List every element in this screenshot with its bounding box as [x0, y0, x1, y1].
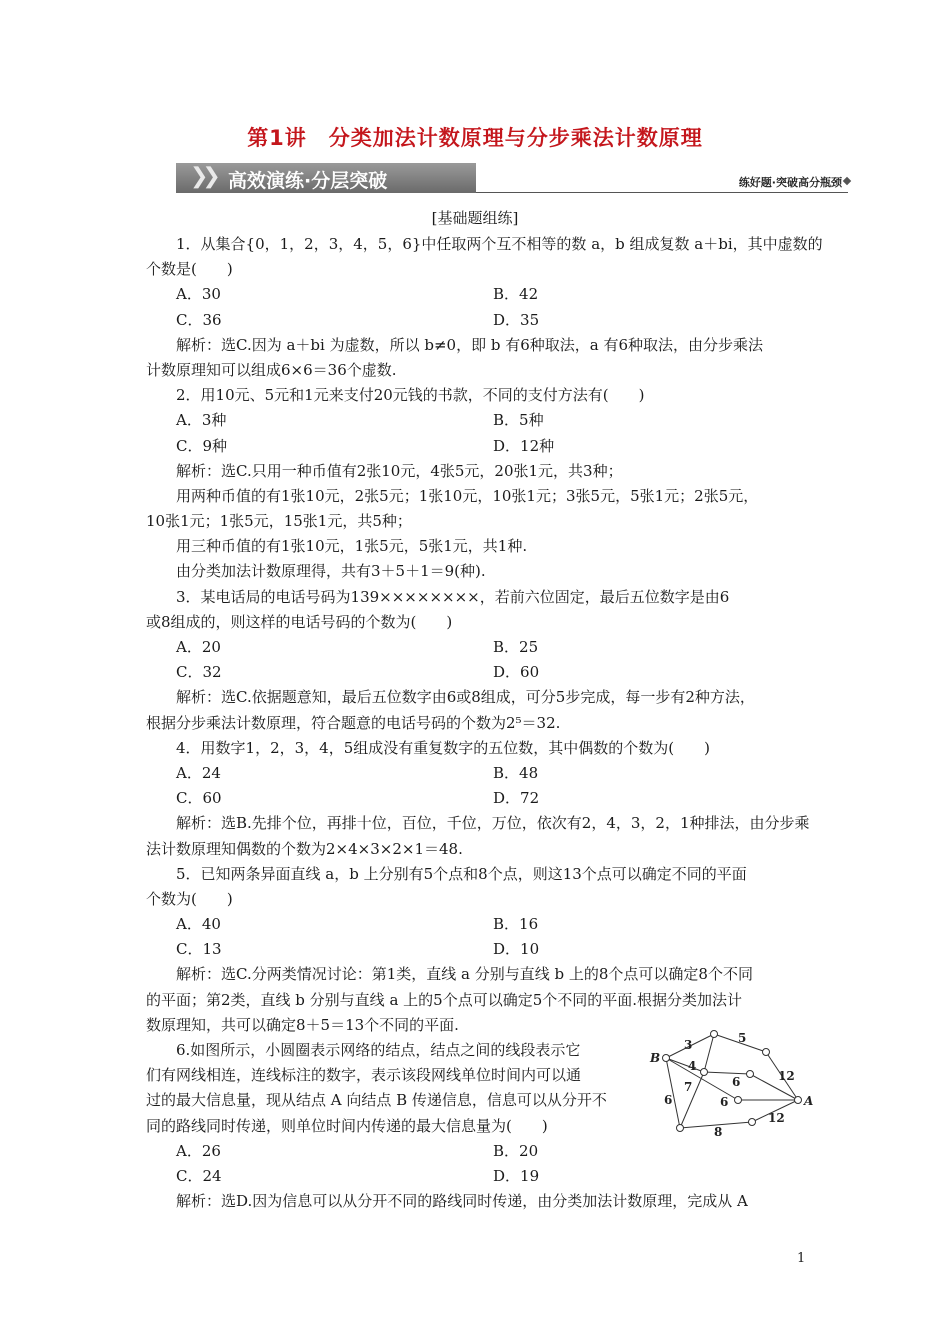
answer-option: C．32: [176, 663, 222, 682]
text-line: 或8组成的，则这样的电话号码的个数为( ): [146, 612, 453, 631]
edge-label: 7: [684, 1080, 693, 1094]
text-line: 由分类加法计数原理得，共有3＋5＋1＝9(种).: [176, 562, 486, 581]
edge-label: 5: [738, 1031, 747, 1045]
answer-options: [146, 761, 810, 786]
text-line: 1．从集合{0，1，2，3，4，5，6}中任取两个互不相等的数 a，b 组成复数 a＋bi，其中虚数的: [176, 235, 823, 253]
answer-options: [146, 1164, 810, 1189]
text-line: 2．用10元、5元和1元来支付20元钱的书款，不同的支付方法有( ): [176, 386, 645, 405]
answer-option: C．24: [176, 1166, 222, 1185]
answer-option: A．20: [176, 638, 221, 656]
banner-divider: [476, 192, 848, 193]
page-number: 1: [797, 1251, 806, 1266]
edge-label: 3: [684, 1038, 693, 1052]
answer-option: C．36: [176, 310, 222, 329]
text-line: 解析：选B.先排个位，再排十位，百位，千位，万位，依次有2，4，3，2，1种排法，由分步乘: [176, 814, 810, 833]
answer-option: B．25: [493, 638, 539, 656]
section-banner: [176, 160, 850, 196]
text-line: 同的路线同时传递，则单位时间内传递的最大信息量为( ): [146, 1116, 548, 1135]
answer-options: [146, 660, 810, 685]
answer-option: B．48: [493, 763, 539, 782]
answer-option: D．19: [493, 1166, 540, 1185]
banner-title: 高效演练·分层突破: [228, 170, 388, 192]
text-line: 个数是( ): [146, 260, 233, 279]
answer-options: [146, 282, 810, 307]
answer-options: [146, 937, 810, 962]
text-line: 们有网线相连，连线标注的数字，表示该段网线单位时间内可以通: [146, 1066, 582, 1085]
answer-option: D．10: [493, 940, 540, 959]
text-line: 数原理知，共可以确定8＋5＝13个不同的平面.: [146, 1015, 459, 1034]
edge-label: 6: [732, 1075, 741, 1089]
text-line: 解析：选C.因为 a＋bi 为虚数，所以 b≠0，即 b 有6种取法，a 有6种取法，由分步乘法: [176, 335, 764, 354]
edge-label: 4: [688, 1059, 697, 1073]
answer-options: [146, 912, 810, 937]
answer-option: D．12种: [493, 436, 555, 455]
edge-label: 6: [664, 1093, 673, 1107]
answer-option: A．40: [176, 915, 221, 934]
banner-slogan: 练好题·突破高分瓶颈: [738, 176, 842, 189]
answer-option: B．16: [493, 915, 539, 934]
text-line: 个数为( ): [146, 889, 233, 908]
node-label: B: [650, 1051, 661, 1065]
answer-option: C．60: [176, 789, 222, 808]
text-line: 过的最大信息量，现从结点 A 向结点 B 传递信息，信息可以从分开不: [146, 1091, 607, 1110]
section-heading: [基础题组练]: [431, 209, 519, 227]
answer-option: B．5种: [493, 411, 544, 430]
edge-label: 12: [778, 1069, 795, 1083]
answer-option: D．35: [493, 310, 540, 329]
answer-options: [146, 786, 810, 811]
answer-option: C．9种: [176, 436, 228, 455]
answer-option: A．30: [176, 285, 221, 304]
answer-options: [146, 308, 810, 333]
chevron-right-icon: ❯❯: [190, 164, 215, 189]
text-line: 根据分步乘法计数原理，符合题意的电话号码的个数为2⁵＝32.: [146, 713, 561, 732]
edge-label: 8: [714, 1125, 723, 1139]
text-line: 5．已知两条异面直线 a，b 上分别有5个点和8个点，则这13个点可以确定不同的平面: [176, 864, 747, 883]
answer-option: A．24: [176, 763, 221, 782]
text-line: 计数原理知可以组成6×6＝36个虚数.: [146, 360, 397, 379]
text-line: 解析：选D.因为信息可以从分开不同的路线同时传递，由分类加法计数原理，完成从 A: [176, 1192, 748, 1211]
answer-option: B．42: [493, 285, 539, 304]
node-label: A: [804, 1094, 814, 1108]
answer-option: D．72: [493, 789, 540, 808]
answer-options: [146, 408, 810, 433]
text-line: 用三种币值的有1张10元，1张5元，5张1元，共1种.: [176, 537, 528, 556]
edge-label: 12: [768, 1111, 785, 1125]
answer-option: B．20: [493, 1141, 539, 1160]
network-diagram: [648, 1028, 818, 1143]
text-line: 解析：选C.只用一种币值有2张10元，4张5元，20张1元，共3种；: [176, 461, 623, 480]
answer-options: [146, 434, 810, 459]
answer-option: C．13: [176, 940, 222, 959]
answer-option: A．26: [176, 1141, 221, 1160]
text-line: 6.如图所示，小圆圈表示网络的结点，结点之间的线段表示它: [176, 1041, 581, 1059]
answer-option: D．60: [493, 663, 540, 682]
text-line: 10张1元；1张5元，15张1元，共5种；: [146, 512, 412, 531]
answer-option: A．3种: [176, 411, 227, 430]
answer-options: [146, 635, 810, 660]
text-line: 4．用数字1，2，3，4，5组成没有重复数字的五位数，其中偶数的个数为( ): [176, 738, 710, 757]
text-line: 的平面；第2类，直线 b 分别与直线 a 上的5个点可以确定5个不同的平面.根据分类加法计: [146, 990, 743, 1009]
diamond-icon: [843, 177, 851, 185]
text-line: 解析：选C.分两类情况讨论：第1类，直线 a 分别与直线 b 上的8个点可以确定8个不同: [176, 965, 753, 984]
edge-label: 6: [720, 1095, 729, 1109]
text-line: 用两种币值的有1张10元，2张5元；1张10元，10张1元；3张5元，5张1元；2张5元，: [176, 486, 759, 505]
page-title: 第1讲 分类加法计数原理与分步乘法计数原理: [247, 126, 703, 150]
text-line: 3．某电话局的电话号码为139××××××××，若前六位固定，最后五位数字是由6: [176, 587, 730, 606]
text-line: 法计数原理知偶数的个数为2×4×3×2×1＝48.: [146, 839, 463, 858]
text-line: 解析：选C.依据题意知，最后五位数字由6或8组成，可分5步完成，每一步有2种方法，: [176, 688, 755, 707]
